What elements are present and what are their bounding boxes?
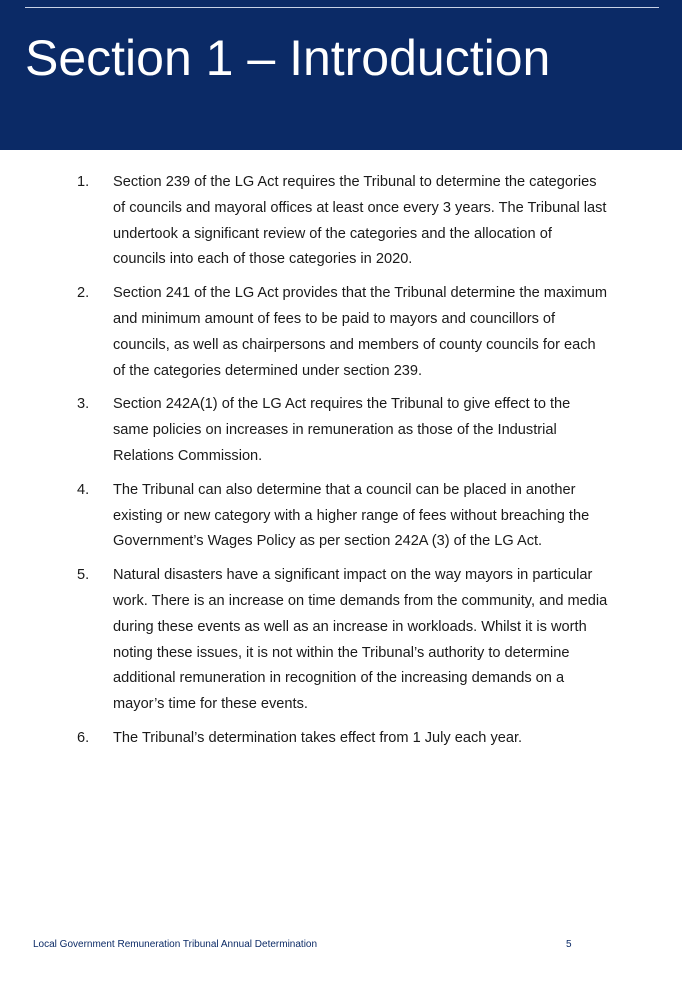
list-item-text: The Tribunal can also determine that a council can be placed in another existing or new category with a higher range of fees without breaching the Government’s Wages Policy as per section 242A (3) of the LG Act. [113, 481, 590, 550]
list-item [0, 563, 682, 718]
header-divider [25, 7, 659, 8]
list-item [0, 170, 682, 273]
page-number: 5 [566, 939, 572, 950]
numbered-list [0, 170, 682, 760]
list-item-text: Section 239 of the LG Act requires the Tribunal to determine the categories of councils and mayoral offices at least once every 3 years. The Tribunal last undertook a significant review of the categories and the allocation of councils into each of those categories in 2020. [113, 174, 607, 268]
list-item-text: Section 241 of the LG Act provides that the Tribunal determine the maximum and minimum amount of fees to be paid to mayors and councillors of councils, as well as chairpersons and members of county councils for each of the categories determined under section 239. [113, 285, 608, 379]
list-item-number: 5. [77, 567, 90, 584]
list-item-number: 3. [77, 396, 90, 413]
list-item-text: Section 242A(1) of the LG Act requires the Tribunal to give effect to the same policies on increases in remuneration as those of the Industrial Relations Commission. [113, 396, 571, 464]
list-item [0, 478, 682, 555]
list-item-number: 1. [77, 174, 90, 190]
list-item-number: 4. [77, 481, 90, 498]
list-item-number: 2. [77, 285, 90, 302]
list-item-text: Natural disasters have a significant impact on the way mayors in particular work. There is an increase on time demands from the community, and media during these events as well as an increase in workloads. Whilst it is worth noting these issues, it is not within the Tribunal’s authority to determine additional remuneration in recognition of the increasing demands on a mayor’s time for these events. [113, 567, 608, 713]
section-title: Section 1 – Introduction [25, 30, 551, 86]
list-item [0, 281, 682, 384]
list-item [0, 726, 682, 752]
footer-document-title: Local Government Remuneration Tribunal Annual Determination [33, 939, 318, 950]
list-item-text: The Tribunal’s determination takes effect from 1 July each year. [113, 729, 523, 746]
section-header-band [0, 0, 682, 150]
list-item-number: 6. [77, 729, 90, 746]
list-item [0, 392, 682, 469]
